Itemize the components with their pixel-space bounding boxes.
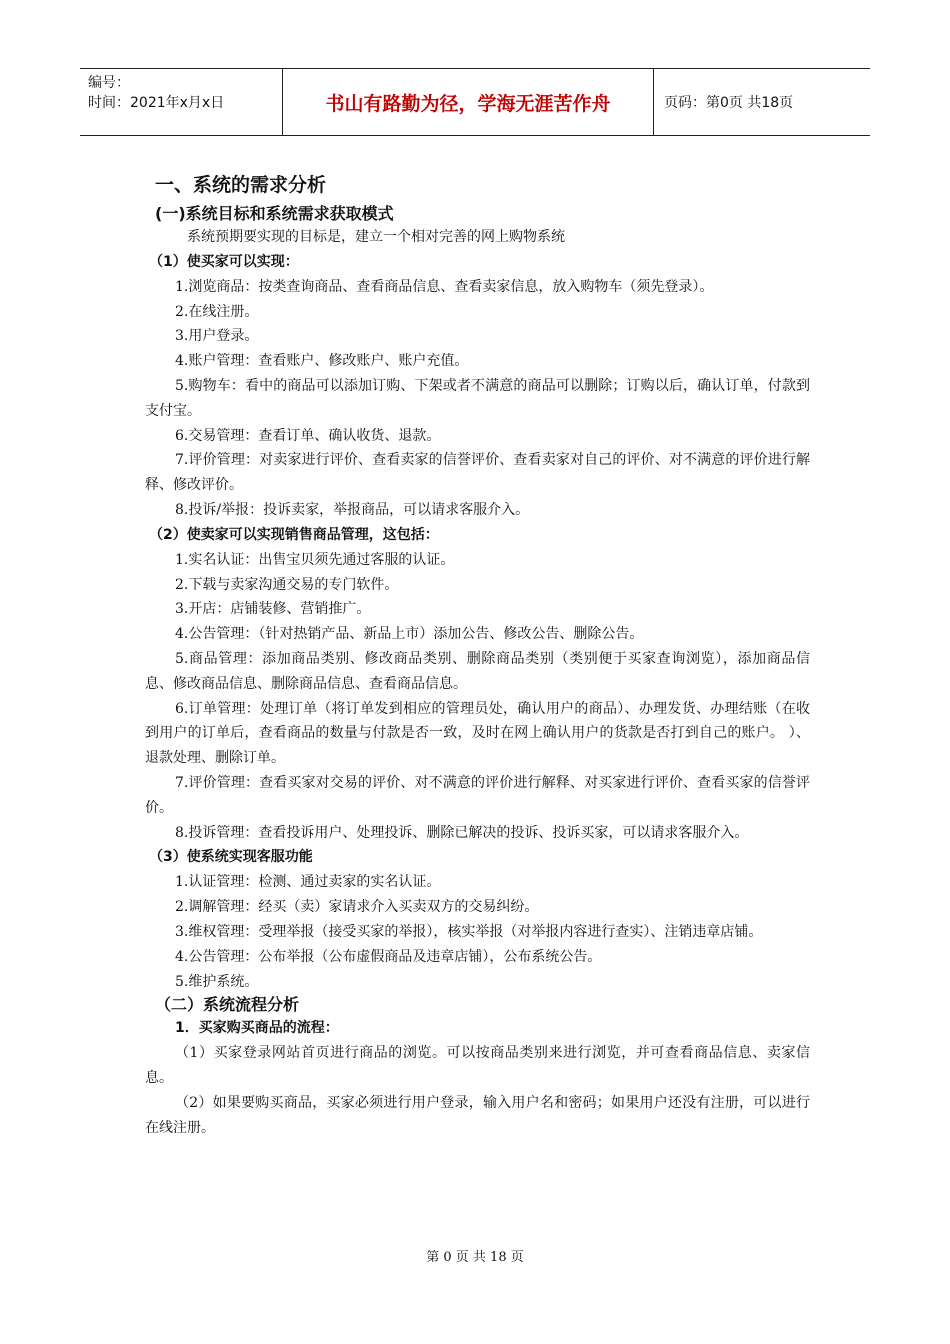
section2-subheading: 1．买家购买商品的流程： [175,1020,339,1037]
section-title: 一、系统的需求分析 [155,174,327,196]
section1-heading: (一)系统目标和系统需求获取模式 [155,204,394,223]
system-heading: （3）使系统实现客服功能 [149,849,313,866]
page-header [80,68,870,136]
seller-item: 7.评价管理：查看买家对交易的评价、对不满意的评价进行解释、对买家进行评价、查看买家的信誉评价。 [145,774,810,816]
buyer-item: 5.购物车：看中的商品可以添加订购、下架或者不满意的商品可以删除；订购以后，确认订单，付款到支付宝。 [145,377,810,419]
seller-item: 3.开店：店铺装修、营销推广。 [175,601,371,618]
date-label: 时间：2021年x月x日 [88,95,225,111]
buyer-heading: （1）使买家可以实现： [149,253,299,270]
section2-heading: （二）系统流程分析 [155,995,300,1015]
seller-heading: （2）使卖家可以实现销售商品管理，这包括： [149,526,439,543]
seller-item: 6.订单管理：处理订单（将订单发到相应的管理员处，确认用户的商品）、办理发货、办理结账（在收到用户的订单后，查看商品的数量与付款是否一致，及时在网上确认用户的货款是否打到自己的账户。 ）、退款处理、删除订单。 [145,700,810,767]
seller-item: 4.公告管理：（针对热销产品、新品上市）添加公告、修改公告、删除公告。 [175,626,644,643]
system-item: 5.维护系统。 [175,973,259,990]
header-meta [80,69,283,135]
buyer-item: 2.在线注册。 [175,303,259,320]
system-item: 4.公告管理：公布举报（公布虚假商品及违章店铺），公布系统公告。 [175,948,602,965]
seller-item: 1.实名认证：出售宝贝须先通过客服的认证。 [175,551,455,568]
flow-item: （1）买家登录网站首页进行商品的浏览。可以按商品类别来进行浏览，并可查看商品信息、卖家信息。 [145,1045,810,1087]
system-item: 2.调解管理：经买（卖）家请求介入买卖双方的交易纠纷。 [175,899,539,916]
flow-item: （2）如果要购买商品，买家必须进行用户登录，输入用户名和密码；如果用户还没有注册，可以进行在线注册。 [145,1094,810,1136]
header-page-label: 页码：第0页 共18页 [664,95,794,111]
page-footer: 第 0 页 共 18 页 [426,1250,524,1265]
buyer-item: 7.评价管理：对卖家进行评价、查看卖家的信誉评价、查看卖家对自己的评价、对不满意的评价进行解释、修改评价。 [145,452,810,494]
number-label: 编号： [88,75,130,91]
buyer-item: 4.账户管理：查看账户、修改账户、账户充值。 [175,353,469,370]
buyer-item: 1.浏览商品：按类查询商品、查看商品信息、查看卖家信息，放入购物车（须先登录）。 [175,278,714,295]
buyer-item: 6.交易管理：查看订单、确认收货、退款。 [175,427,441,444]
system-item: 3.维权管理：受理举报（接受买家的举报），核实举报（对举报内容进行查实）、注销违章店铺。 [175,923,763,940]
buyer-item: 8.投诉/举报：投诉卖家，举报商品，可以请求客服介入。 [175,501,530,518]
document-body [145,172,810,1141]
seller-item: 2.下载与卖家沟通交易的专门软件。 [175,576,399,593]
seller-item: 8.投诉管理：查看投诉用户、处理投诉、删除已解决的投诉、投诉买家，可以请求客服介入。 [175,824,749,841]
section1-intro: 系统预期要实现的目标是，建立一个相对完善的网上购物系统 [187,229,565,245]
header-motto: 书山有路勤为径，学海无涯苦作舟 [283,69,654,135]
seller-item: 5.商品管理：添加商品类别、修改商品类别、删除商品类别（类别便于买家查询浏览），添加商品信息、修改商品信息、删除商品信息、查看商品信息。 [145,650,810,692]
system-item: 1.认证管理：检测、通过卖家的实名认证。 [175,874,441,891]
buyer-item: 3.用户登录。 [175,328,259,345]
